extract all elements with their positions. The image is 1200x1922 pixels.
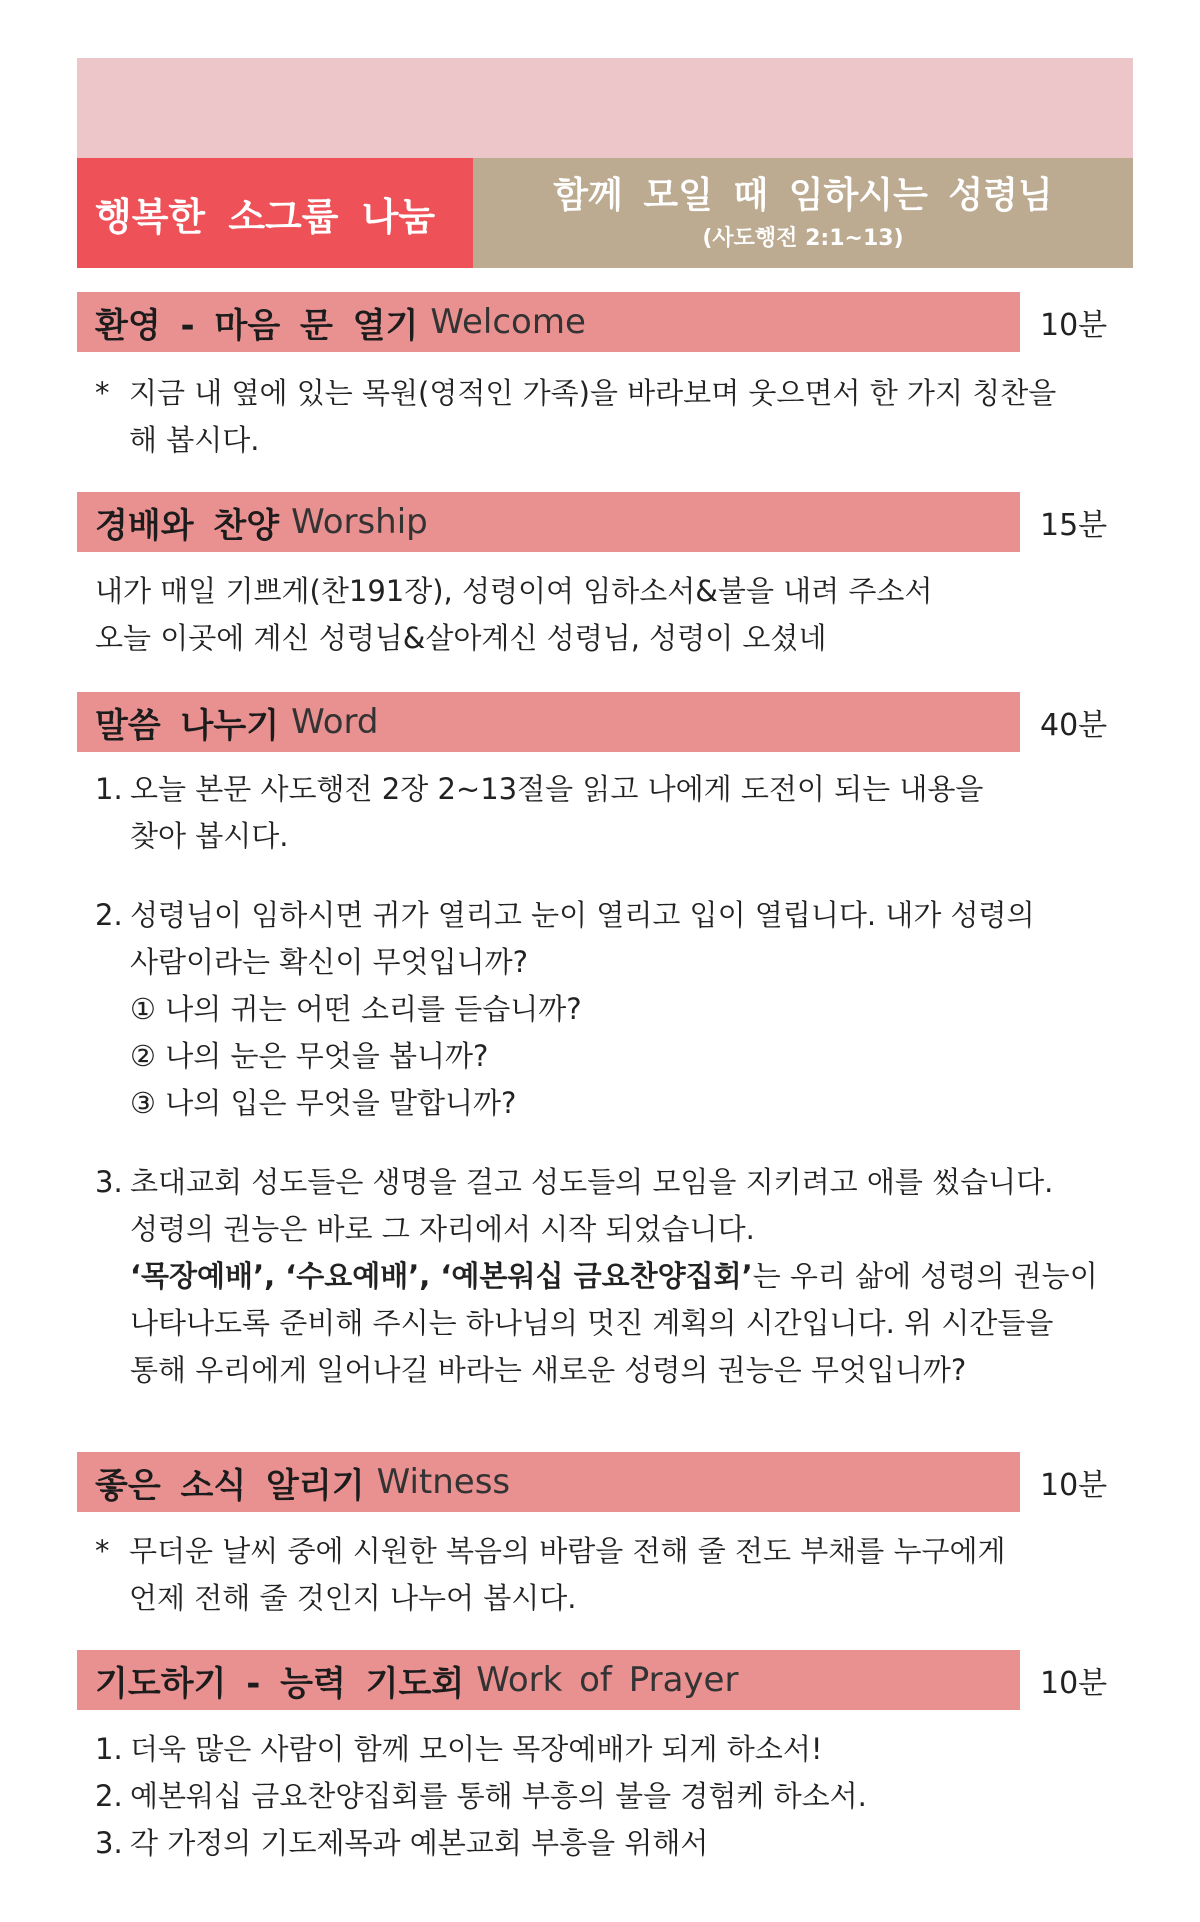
bullet-star: *: [95, 1534, 110, 1568]
section-bar-witness: [77, 1452, 1020, 1512]
text-line: 성령님이 임하시면 귀가 열리고 눈이 열리고 입이 열립니다. 내가 성령의: [130, 898, 1035, 932]
header-top-band: [77, 58, 1133, 160]
text-line: 초대교회 성도들은 생명을 걸고 성도들의 모임을 지키려고 애를 썼습니다.: [130, 1165, 1054, 1199]
section-title-en: Welcome: [430, 302, 586, 342]
text-line: 찾아 봅시다.: [130, 819, 289, 853]
header-left-title: 행복한 소그룹 나눔: [95, 194, 436, 239]
header-right-title-box: [473, 158, 1133, 268]
text-line: 무더운 날씨 중에 시원한 복음의 바람을 전해 줄 전도 부채를 누구에게: [129, 1534, 1006, 1568]
item-number: 3.: [95, 1165, 123, 1199]
item-number: 1.: [95, 1732, 123, 1766]
text-line: 언제 전해 줄 것인지 나누어 봅시다.: [129, 1581, 577, 1615]
section-title-ko: 좋은 소식 알리기: [95, 1465, 365, 1506]
text-line: 사람이라는 확신이 무엇입니까?: [130, 945, 529, 979]
section-title-ko: 경배와 찬양: [95, 505, 280, 546]
text-line-with-bold: [130, 1253, 1115, 1300]
bullet-star: *: [95, 376, 110, 410]
item-number: 3.: [95, 1826, 123, 1860]
song-list-line: 내가 매일 기쁘게(찬191장), 성령이여 임하소서&불을 내려 주소서: [95, 574, 933, 608]
text-line: 지금 내 옆에 있는 목원(영적인 가족)을 바라보며 웃으면서 한 가지 칭찬을: [129, 376, 1057, 410]
word-body: [95, 766, 1115, 1394]
section-minutes-prayer: 10분: [1040, 1666, 1108, 1701]
item-number: 2.: [95, 1779, 123, 1813]
section-bar-word: [77, 692, 1020, 752]
witness-item: [95, 1528, 1115, 1622]
section-minutes-welcome: 10분: [1040, 308, 1108, 343]
text-run: 는 우리 삶에 성령의 권능이: [752, 1259, 1098, 1293]
text-line: 나타나도록 준비해 주시는 하나님의 멋진 계획의 시간입니다. 위 시간들을: [130, 1306, 1054, 1340]
sub-question: ③ 나의 입은 무엇을 말합니까?: [130, 1086, 517, 1120]
text-line: 통해 우리에게 일어나길 바라는 새로운 성령의 권능은 무엇입니까?: [130, 1353, 967, 1387]
section-minutes-witness: 10분: [1040, 1468, 1108, 1503]
section-title-en: Word: [291, 702, 379, 742]
sub-question: ① 나의 귀는 어떤 소리를 듣습니까?: [130, 992, 582, 1026]
welcome-body: [95, 370, 1115, 464]
sub-question: ② 나의 눈은 무엇을 봅니까?: [130, 1039, 489, 1073]
bold-meeting-names: ‘목장예배’, ‘수요예배’, ‘예본워십 금요찬양집회’: [130, 1259, 753, 1293]
prayer-body: [95, 1726, 1115, 1867]
section-bar-welcome: [77, 292, 1020, 352]
header-scripture-reference: (사도행전 2:1~13): [702, 226, 904, 252]
song-list-line: 오늘 이곳에 계신 성령님&살아계신 성령님, 성령이 오셨네: [95, 621, 827, 655]
text-line: 성령의 권능은 바로 그 자리에서 시작 되었습니다.: [130, 1212, 755, 1246]
prayer-text: 각 가정의 기도제목과 예본교회 부흥을 위해서: [130, 1826, 709, 1860]
prayer-text: 더욱 많은 사람이 함께 모이는 목장예배가 되게 하소서!: [130, 1732, 823, 1766]
word-question-2: [95, 892, 1115, 1127]
section-bar-worship: [77, 492, 1020, 552]
section-title-en: Worship: [291, 502, 428, 542]
text-line: 해 봅시다.: [129, 423, 260, 457]
section-title-en: Work of Prayer: [476, 1660, 739, 1700]
item-number: 1.: [95, 772, 123, 806]
section-title-ko: 말씀 나누기: [95, 705, 280, 746]
prayer-item: [95, 1726, 1115, 1773]
item-number: 2.: [95, 898, 123, 932]
section-title-en: Witness: [376, 1462, 511, 1502]
section-title-ko: 환영 - 마음 문 열기: [95, 305, 419, 346]
section-title-ko: 기도하기 - 능력 기도회: [95, 1663, 465, 1704]
prayer-text: 예본워십 금요찬양집회를 통해 부흥의 불을 경험케 하소서.: [130, 1779, 867, 1813]
section-minutes-word: 40분: [1040, 708, 1108, 743]
prayer-item: [95, 1773, 1115, 1820]
welcome-item: [95, 370, 1115, 464]
text-line: 오늘 본문 사도행전 2장 2~13절을 읽고 나에게 도전이 되는 내용을: [130, 772, 984, 806]
word-question-1: [95, 766, 1115, 860]
section-minutes-worship: 15분: [1040, 508, 1108, 543]
section-bar-prayer: [77, 1650, 1020, 1710]
header-right-title: 함께 모일 때 임하시는 성령님: [553, 174, 1053, 216]
word-question-3: [95, 1159, 1115, 1394]
prayer-item: [95, 1820, 1115, 1867]
witness-body: [95, 1528, 1115, 1622]
header-left-title-box: [77, 158, 473, 268]
worship-body: [95, 568, 1115, 662]
